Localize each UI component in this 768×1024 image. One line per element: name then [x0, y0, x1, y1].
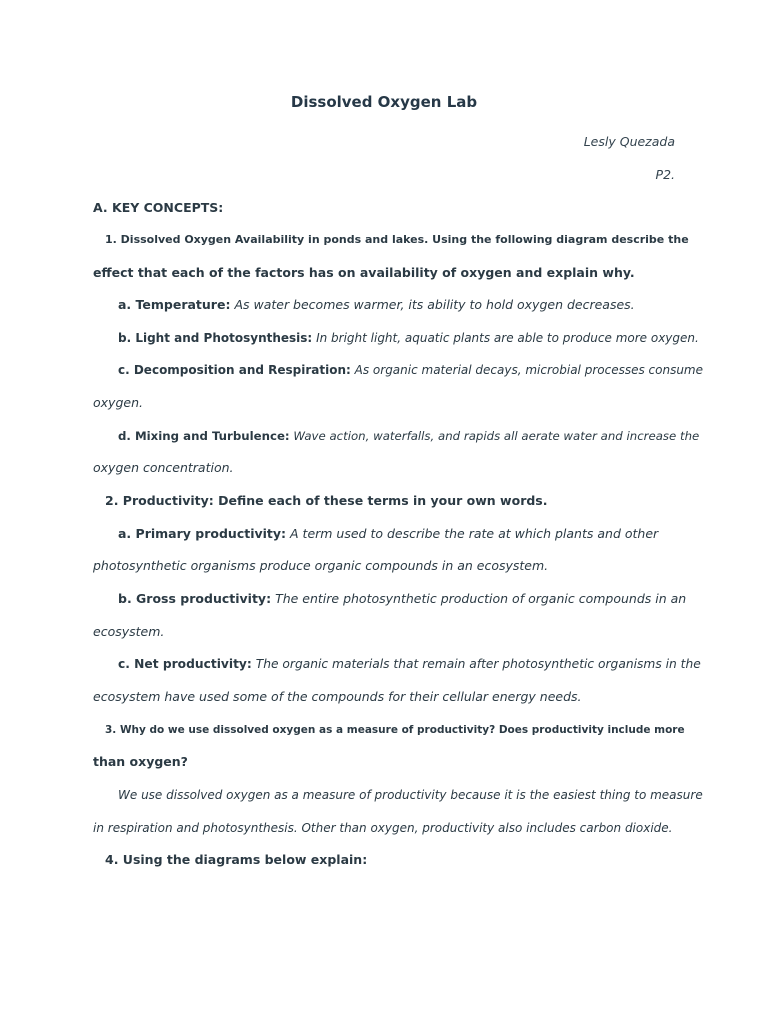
author-name: Lesly Quezada — [583, 134, 675, 149]
answer-1a-label: a. Temperature: — [118, 297, 231, 312]
answer-2a-continued: photosynthetic organisms produce organic compounds in an ecosystem. — [93, 558, 549, 573]
answer-1d — [93, 428, 708, 444]
answer-1d-text: Wave action, waterfalls, and rapids all aerate water and increase the — [293, 429, 700, 443]
answer-2a-label: a. Primary productivity: — [118, 526, 287, 541]
answer-1b — [93, 330, 708, 346]
answer-3-line-2: in respiration and photosynthesis. Other than oxygen, productivity also includes carbon dioxide. — [93, 821, 673, 835]
question-3-line-1: 3. Why do we use dissolved oxygen as a measure of productivity? Does productivity include more — [105, 724, 685, 736]
section-heading: A. KEY CONCEPTS: — [93, 200, 224, 215]
answer-1c-text: As organic material decays, microbial processes consume — [354, 363, 703, 377]
question-1-line-1: 1. Dissolved Oxygen Availability in ponds and lakes. Using the following diagram describe the — [105, 233, 689, 246]
answer-2b-text: The entire photosynthetic production of organic compounds in an — [275, 591, 687, 606]
answer-2c — [93, 656, 708, 672]
answer-1b-text: In bright light, aquatic plants are able to produce more oxygen. — [316, 331, 699, 345]
answer-2b-label: b. Gross productivity: — [118, 591, 272, 606]
answer-1d-label: d. Mixing and Turbulence: — [118, 429, 290, 443]
answer-1d-continued: oxygen concentration. — [93, 460, 234, 475]
answer-1c-continued: oxygen. — [93, 395, 143, 410]
answer-1a-text: As water becomes warmer, its ability to hold oxygen decreases. — [234, 297, 635, 312]
answer-2b-continued: ecosystem. — [93, 624, 165, 639]
answer-2a-text: A term used to describe the rate at which plants and other — [290, 526, 659, 541]
document-title: Dissolved Oxygen Lab — [290, 93, 478, 111]
class-period: P2. — [655, 167, 675, 182]
answer-2a — [93, 526, 708, 542]
question-4: 4. Using the diagrams below explain: — [105, 852, 368, 867]
answer-2c-text: The organic materials that remain after photosynthetic organisms in the — [255, 657, 701, 671]
answer-3-line-1: We use dissolved oxygen as a measure of productivity because it is the easiest thing to measure — [118, 788, 703, 802]
answer-1c-label: c. Decomposition and Respiration: — [118, 363, 351, 377]
question-3-line-2: than oxygen? — [93, 754, 188, 769]
answer-1b-label: b. Light and Photosynthesis: — [118, 331, 313, 345]
answer-2c-label: c. Net productivity: — [118, 657, 252, 671]
question-2: 2. Productivity: Define each of these terms in your own words. — [105, 493, 548, 508]
answer-2b — [93, 591, 708, 607]
answer-2c-continued: ecosystem have used some of the compounds for their cellular energy needs. — [93, 689, 582, 704]
answer-1c — [93, 362, 708, 378]
answer-1a — [93, 297, 708, 313]
question-1-line-2: effect that each of the factors has on availability of oxygen and explain why. — [93, 265, 635, 280]
